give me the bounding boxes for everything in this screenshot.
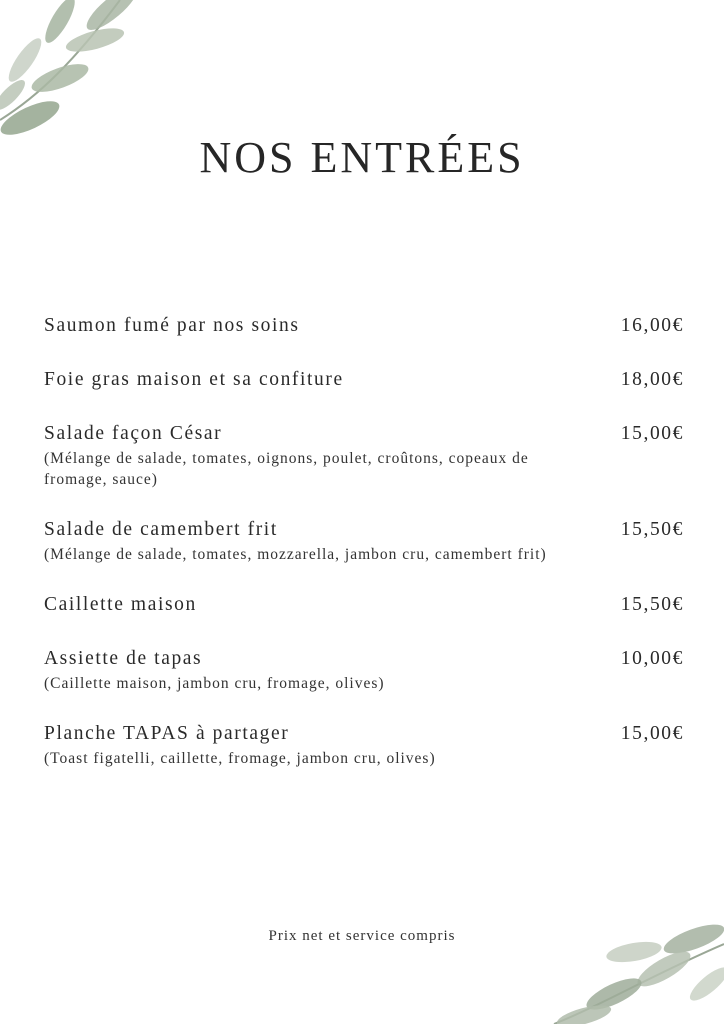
item-price: 16,00€ — [620, 315, 684, 336]
menu-item — [44, 312, 684, 340]
item-name: Foie gras maison et sa confiture — [44, 369, 344, 390]
item-description: (Toast figatelli, caillette, fromage, jambon cru, olives) — [44, 750, 436, 767]
item-price: 18,00€ — [620, 369, 684, 390]
menu-item — [44, 720, 684, 769]
item-price: 15,00€ — [620, 723, 684, 744]
menu-item — [44, 366, 684, 394]
item-price: 10,00€ — [620, 648, 684, 669]
item-name: Saumon fumé par nos soins — [44, 315, 300, 336]
menu-item — [44, 645, 684, 694]
footer-note: Prix net et service compris — [268, 928, 456, 944]
item-name: Assiette de tapas — [44, 648, 203, 669]
menu-list — [44, 312, 684, 795]
item-description: (Mélange de salade, tomates, mozzarella, jambon cru, camembert frit) — [44, 546, 547, 563]
olive-branch-top-left — [0, 0, 150, 150]
menu-item — [44, 591, 684, 619]
item-price: 15,50€ — [620, 594, 684, 615]
item-description: (Caillette maison, jambon cru, fromage, olives) — [44, 675, 385, 692]
olive-branch-bottom-right — [544, 924, 724, 1024]
item-name: Planche TAPAS à partager — [44, 723, 290, 744]
item-description: (Mélange de salade, tomates, oignons, poulet, croûtons, copeaux de fromage, sauce) — [44, 450, 529, 488]
menu-item — [44, 420, 684, 490]
item-price: 15,00€ — [620, 423, 684, 444]
menu-item — [44, 516, 684, 565]
item-name: Caillette maison — [44, 594, 197, 615]
item-name: Salade de camembert frit — [44, 519, 278, 540]
item-name: Salade façon César — [44, 423, 223, 444]
page-title: NOS ENTRÉES — [199, 133, 525, 182]
item-price: 15,50€ — [620, 519, 684, 540]
